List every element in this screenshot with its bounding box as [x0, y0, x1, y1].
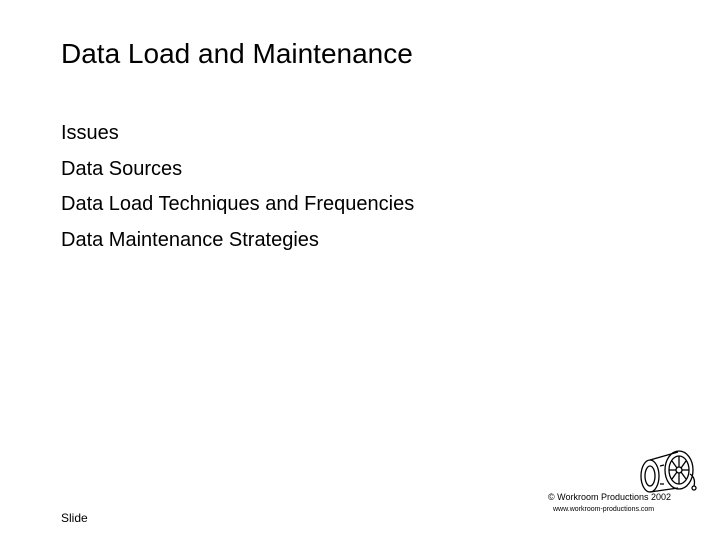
bullet-item-maintenance-strategies: Data Maintenance Strategies — [61, 228, 319, 251]
slide-title: Data Load and Maintenance — [61, 38, 413, 69]
copyright-text: © Workroom Productions 2002 — [548, 492, 672, 502]
website-link[interactable]: www.workroom-productions.com — [553, 506, 655, 513]
bullet-list — [61, 116, 414, 258]
slide-footer-label: Slide — [61, 511, 88, 525]
bullet-item-load-techniques: Data Load Techniques and Frequencies — [61, 193, 415, 215]
bullet-item-data-sources: Data Sources — [61, 157, 183, 180]
bullet-item-issues: Issues — [61, 122, 119, 144]
film-reel-camera-icon — [630, 444, 700, 496]
